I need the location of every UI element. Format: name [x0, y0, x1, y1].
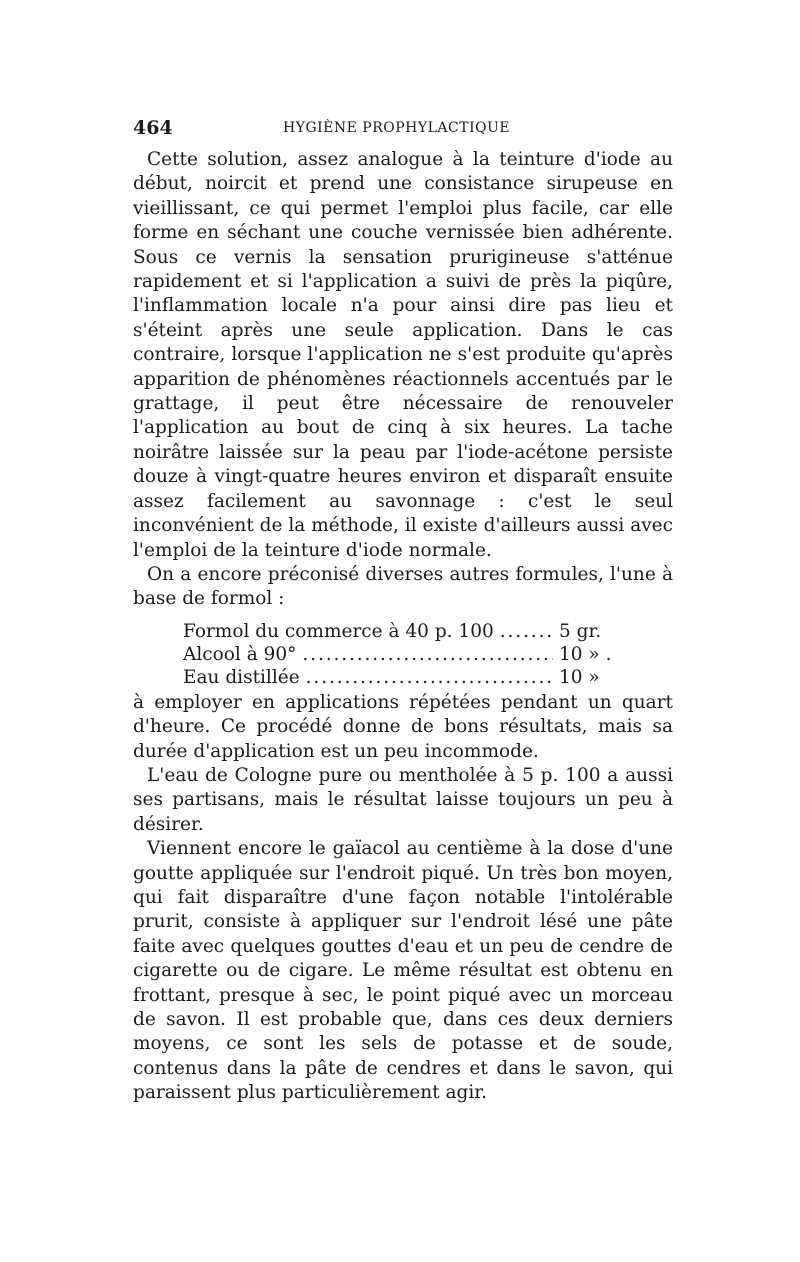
page-number: 464 [133, 117, 173, 139]
ingredient-name: Alcool à 90° [183, 643, 297, 665]
formula-row [183, 666, 623, 689]
page-body [133, 148, 673, 1106]
ingredient-name: Formol du commerce à 40 p. 100 [183, 620, 494, 642]
dot-leader [302, 643, 553, 666]
ingredient-quantity: 10 » [559, 666, 600, 688]
page-header [133, 117, 673, 143]
running-title: HYGIÈNE PROPHYLACTIQUE [283, 120, 511, 136]
paragraph: L'eau de Cologne pure ou mentholée à 5 p. 100 a aussi ses partisans, mais le résultat laisse toujours un peu à désirer. [133, 764, 673, 835]
paragraph: Viennent encore le gaïacol au centième à la dose d'une goutte appliquée sur l'endroit piqué. Un très bon moyen, qui fait disparaître d'une façon notable l'intolérable prurit, consiste à appliquer sur l'endroit lésé une pâte faite avec quelques gouttes d'eau et un peu de cendre de cigarette ou de cigare. Le même résultat est obtenu en frottant, presque à sec, le point piqué avec un morceau de savon. Il est probable que, dans ces deux derniers moyens, ce sont les sels de potasse et de soude, contenus dans la pâte de cendres et dans le savon, qui paraissent plus particulièrement agir. [133, 838, 673, 1104]
formula-list [183, 620, 623, 689]
formula-row [183, 643, 623, 666]
ingredient-quantity: 10 » . [559, 643, 612, 665]
formula-row [183, 620, 623, 643]
dot-leader [500, 620, 553, 643]
ingredient-name: Eau distillée [183, 666, 300, 688]
paragraph: Cette solution, assez analogue à la teinture d'iode au début, noircit et prend une consistance sirupeuse en vieillissant, ce qui permet l'emploi plus facile, car elle forme en séchant une couche vernissée bien adhérente. Sous ce vernis la sensation prurigineuse s'atténue rapidement et si l'application a suivi de près la piqûre, l'inflammation locale n'a pour ainsi dire pas lieu et s'éteint après une seule application. Dans le cas contraire, lorsque l'application ne s'est produite qu'après apparition de phénomènes réactionnels accentués par le grattage, il peut être nécessaire de renouveler l'application au bout de cinq à six heures. La tache noirâtre laissée sur la peau par l'iode-acétone persiste douze à vingt-quatre heures environ et disparaît ensuite assez facilement au savonnage : c'est le seul inconvénient de la méthode, il existe d'ailleurs aussi avec l'emploi de la teinture d'iode normale. [133, 149, 673, 561]
paragraph: à employer en applications répétées pendant un quart d'heure. Ce procédé donne de bons résultats, mais sa durée d'application est un peu incommode. [133, 691, 673, 762]
paragraph: On a encore préconisé diverses autres formules, l'une à base de formol : [133, 563, 673, 610]
dot-leader [306, 666, 553, 689]
ingredient-quantity: 5 gr. [559, 620, 602, 642]
